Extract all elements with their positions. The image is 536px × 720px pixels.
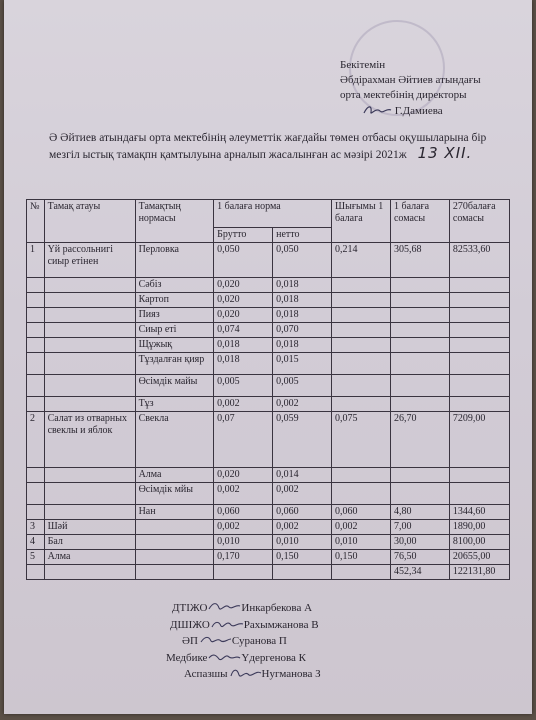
- cell-gross: 0,018: [214, 353, 273, 375]
- cell-yield: [332, 308, 391, 323]
- cell-gross: 0,020: [214, 278, 273, 293]
- cell-no: [27, 353, 45, 375]
- cell-cost-one: [390, 397, 449, 412]
- cell-item: Свекла: [135, 412, 214, 468]
- cell-net: 0,002: [273, 483, 332, 505]
- header-per-child-norm: 1 балаға норма: [214, 200, 332, 228]
- cell-item: Нан: [135, 505, 214, 520]
- cell-no: 5: [27, 550, 45, 565]
- totals-row: [27, 565, 510, 580]
- cell-no: [27, 338, 45, 353]
- cell-gross: 0,074: [214, 323, 273, 338]
- signature-name: Суранова П: [231, 635, 287, 648]
- cell-cost-270: [449, 323, 509, 338]
- cell-no: [27, 308, 45, 323]
- cell-net: 0,002: [273, 397, 332, 412]
- cell-item: Сәбіз: [135, 278, 214, 293]
- cell-yield: [332, 468, 391, 483]
- header-no: №: [27, 200, 45, 243]
- cell-dish: [44, 397, 135, 412]
- signature-role: ДШІЖО: [170, 618, 210, 631]
- cell-item: Сиыр еті: [135, 323, 214, 338]
- cell-cost-270: [449, 308, 509, 323]
- cell-dish: Шәй: [44, 520, 135, 535]
- cell-no: [27, 397, 45, 412]
- cell-item: Тұз: [135, 397, 214, 412]
- totals-empty-cell: [273, 565, 332, 580]
- signature-name: Рахымжанова В: [243, 618, 319, 631]
- totals-empty-cell: [44, 565, 135, 580]
- cell-item: [135, 520, 214, 535]
- cell-cost-270: 1890,00: [449, 520, 509, 535]
- cell-item: [135, 535, 214, 550]
- cell-net: 0,002: [273, 520, 332, 535]
- handwritten-signature-icon: [228, 666, 262, 680]
- cell-cost-270: [449, 353, 509, 375]
- cell-item: Алма: [135, 468, 214, 483]
- cell-cost-one: [390, 468, 449, 483]
- table-row: [27, 550, 510, 565]
- cell-item: Картоп: [135, 293, 214, 308]
- cell-yield: [332, 483, 391, 505]
- cell-yield: [332, 338, 391, 353]
- cell-cost-270: [449, 397, 509, 412]
- cell-yield: [332, 323, 391, 338]
- header-gross: Брутто: [214, 228, 273, 243]
- cell-cost-270: [449, 338, 509, 353]
- cell-dish: [44, 353, 135, 375]
- cell-cost-270: [449, 468, 509, 483]
- table-row: [27, 397, 510, 412]
- cell-no: 4: [27, 535, 45, 550]
- handwritten-signature-icon: [198, 633, 232, 647]
- totals-cost-one: 452,34: [390, 565, 449, 580]
- document-page: [4, 0, 532, 714]
- cell-cost-one: 7,00: [390, 520, 449, 535]
- table-row: [27, 412, 510, 468]
- totals-empty-cell: [135, 565, 214, 580]
- cell-no: 3: [27, 520, 45, 535]
- cell-dish: Алма: [44, 550, 135, 565]
- cell-dish: Салат из отварных свеклы и яблок: [44, 412, 135, 468]
- cell-cost-one: 4,80: [390, 505, 449, 520]
- cell-cost-270: 1344,60: [449, 505, 509, 520]
- cell-item: Өсімдік майы: [135, 375, 214, 397]
- cell-gross: 0,018: [214, 338, 273, 353]
- cell-gross: 0,060: [214, 505, 273, 520]
- cell-net: 0,050: [273, 243, 332, 278]
- table-row: [27, 468, 510, 483]
- cell-cost-270: [449, 278, 509, 293]
- handwritten-date: 13 XII.: [417, 144, 473, 162]
- cell-no: 1: [27, 243, 45, 278]
- approval-school: Әбдірахман Әйтиев атындағы: [340, 74, 481, 86]
- cell-no: [27, 278, 45, 293]
- menu-table: [26, 199, 510, 580]
- cell-dish: [44, 308, 135, 323]
- cell-cost-one: [390, 323, 449, 338]
- cell-net: 0,018: [273, 308, 332, 323]
- header-norm: Тамақтың нормасы: [135, 200, 214, 243]
- cell-no: [27, 323, 45, 338]
- signatures-block: [166, 600, 321, 683]
- cell-cost-270: 7209,00: [449, 412, 509, 468]
- cell-cost-one: [390, 308, 449, 323]
- signature-role: Медбике: [166, 651, 208, 664]
- cell-cost-one: [390, 483, 449, 505]
- cell-yield: 0,075: [332, 412, 391, 468]
- cell-cost-270: [449, 293, 509, 308]
- cell-gross: 0,07: [214, 412, 273, 468]
- cell-gross: 0,020: [214, 468, 273, 483]
- cell-yield: 0,010: [332, 535, 391, 550]
- cell-dish: Үй рассольнигі сиыр етінен: [44, 243, 135, 278]
- cell-net: 0,018: [273, 293, 332, 308]
- signature-name: Нугманова З: [261, 668, 321, 681]
- table-row: [27, 323, 510, 338]
- table-row: [27, 375, 510, 397]
- cell-net: 0,150: [273, 550, 332, 565]
- table-row: [27, 243, 510, 278]
- header-dish: Тамақ атауы: [44, 200, 135, 243]
- signature-name: Инкарбекова А: [241, 602, 313, 614]
- cell-dish: [44, 375, 135, 397]
- header-cost-one: 1 балаға сомасы: [390, 200, 449, 243]
- handwritten-signature-icon: [207, 600, 241, 614]
- cell-net: 0,059: [273, 412, 332, 468]
- cell-gross: 0,170: [214, 550, 273, 565]
- cell-yield: 0,150: [332, 550, 391, 565]
- cell-net: 0,018: [273, 278, 332, 293]
- cell-yield: 0,002: [332, 520, 391, 535]
- header-yield: Шығымы 1 балага: [332, 200, 391, 243]
- cell-yield: [332, 353, 391, 375]
- signature-row: [184, 666, 333, 683]
- cell-yield: [332, 375, 391, 397]
- approval-position: орта мектебінің директоры: [340, 89, 467, 101]
- table-row: [27, 353, 510, 375]
- cell-no: [27, 505, 45, 520]
- menu-table-body: [27, 243, 510, 580]
- cell-cost-one: [390, 278, 449, 293]
- signature-role: ӘП: [182, 635, 198, 648]
- cell-yield: [332, 293, 391, 308]
- cell-item: Өсімдік мйы: [135, 483, 214, 505]
- signature-row: [166, 650, 315, 667]
- cell-cost-one: 305,68: [390, 243, 449, 278]
- cell-dish: [44, 483, 135, 505]
- handwritten-signature-icon: [210, 617, 244, 631]
- cell-item: [135, 550, 214, 565]
- cell-item: Щұжық: [135, 338, 214, 353]
- cell-cost-one: 76,50: [390, 550, 449, 565]
- cell-gross: 0,002: [214, 397, 273, 412]
- signature-role: ДТІЖО: [172, 602, 208, 614]
- table-row: [27, 278, 510, 293]
- director-signature-icon: [362, 103, 392, 117]
- totals-empty-cell: [214, 565, 273, 580]
- approval-block: [340, 58, 481, 119]
- cell-cost-one: [390, 338, 449, 353]
- cell-item: Тұздалған қияр: [135, 353, 214, 375]
- signature-row: [172, 600, 321, 617]
- approval-signature-line: [362, 103, 481, 119]
- signature-name: Үдергенова К: [241, 651, 306, 664]
- cell-no: 2: [27, 412, 45, 468]
- cell-gross: 0,010: [214, 535, 273, 550]
- cell-dish: [44, 338, 135, 353]
- cell-net: 0,015: [273, 353, 332, 375]
- cell-dish: [44, 293, 135, 308]
- document-title: [49, 131, 519, 163]
- signature-row: [170, 617, 319, 634]
- totals-empty-cell: [332, 565, 391, 580]
- cell-cost-one: 26,70: [390, 412, 449, 468]
- cell-cost-270: [449, 375, 509, 397]
- table-row: [27, 535, 510, 550]
- cell-dish: [44, 505, 135, 520]
- cell-yield: [332, 397, 391, 412]
- signature-row: [182, 633, 331, 650]
- cell-dish: [44, 468, 135, 483]
- cell-net: 0,005: [273, 375, 332, 397]
- cell-yield: 0,060: [332, 505, 391, 520]
- cell-gross: 0,002: [214, 483, 273, 505]
- cell-dish: [44, 278, 135, 293]
- approval-heading: Бекітемін: [340, 59, 386, 71]
- cell-net: 0,018: [273, 338, 332, 353]
- cell-cost-270: 82533,60: [449, 243, 509, 278]
- cell-net: 0,060: [273, 505, 332, 520]
- table-row: [27, 338, 510, 353]
- header-row: [27, 200, 510, 228]
- cell-no: [27, 468, 45, 483]
- cell-gross: 0,020: [214, 293, 273, 308]
- cell-yield: [332, 278, 391, 293]
- table-row: [27, 308, 510, 323]
- cell-no: [27, 293, 45, 308]
- cell-gross: 0,050: [214, 243, 273, 278]
- director-name: Г.Дамиева: [394, 105, 443, 117]
- header-cost-270: 270балаға сомасы: [449, 200, 509, 243]
- cell-net: 0,014: [273, 468, 332, 483]
- cell-cost-one: [390, 293, 449, 308]
- cell-cost-one: 30,00: [390, 535, 449, 550]
- table-row: [27, 505, 510, 520]
- totals-empty-cell: [27, 565, 45, 580]
- cell-cost-one: [390, 375, 449, 397]
- signature-role: Аспазшы: [184, 668, 228, 681]
- cell-cost-270: 8100,00: [449, 535, 509, 550]
- cell-cost-270: [449, 483, 509, 505]
- totals-cost-270: 122131,80: [449, 565, 509, 580]
- cell-dish: [44, 323, 135, 338]
- cell-cost-one: [390, 353, 449, 375]
- cell-cost-270: 20655,00: [449, 550, 509, 565]
- cell-net: 0,070: [273, 323, 332, 338]
- table-row: [27, 483, 510, 505]
- cell-item: Пияз: [135, 308, 214, 323]
- header-net: нетто: [273, 228, 332, 243]
- cell-item: Перловка: [135, 243, 214, 278]
- table-row: [27, 293, 510, 308]
- table-row: [27, 520, 510, 535]
- cell-gross: 0,005: [214, 375, 273, 397]
- cell-no: [27, 375, 45, 397]
- cell-gross: 0,020: [214, 308, 273, 323]
- cell-net: 0,010: [273, 535, 332, 550]
- handwritten-signature-icon: [207, 650, 241, 664]
- cell-dish: Бал: [44, 535, 135, 550]
- cell-gross: 0,002: [214, 520, 273, 535]
- cell-yield: 0,214: [332, 243, 391, 278]
- cell-no: [27, 483, 45, 505]
- title-text: Ә Әйтиев атындағы орта мектебінің әлеуметтік жағдайы төмен отбасы оқушыларына бір мезгіл ыстық тамақпн қамтылуына арналып жасалынған ас мәзірі 2021ж: [49, 132, 487, 161]
